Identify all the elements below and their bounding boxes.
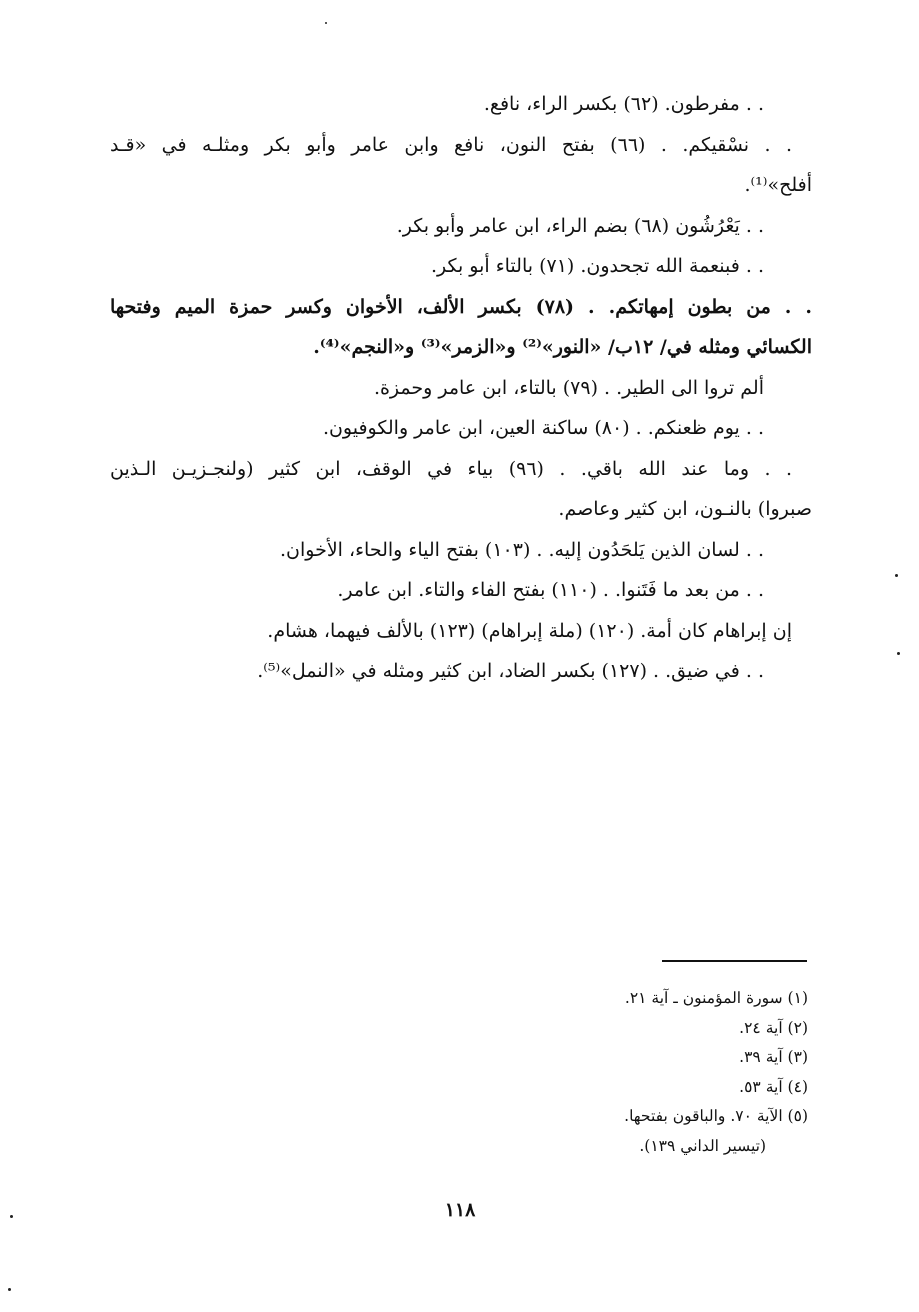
main-text-block <box>110 84 812 692</box>
page-number: ١١٨ <box>444 1199 476 1221</box>
text-line: . . نسْقيكم. . (٦٦) بفتح النون، نافع وابن عامر وأبو بكر ومثلـه في «قـد <box>110 133 793 156</box>
text-line: . . مفرطون. (٦٢) بكسر الراء، نافع. <box>483 93 764 115</box>
text-line: . . من بطون إمهاتكم. . (٧٨) بكسر الألف، الأخوان وكسر حمزة الميم وفتحها <box>110 295 812 318</box>
text-line: صبروا) بالنـون، ابن كثير وعاصم. <box>558 498 812 520</box>
scan-speck <box>895 574 898 577</box>
scan-speck <box>897 652 900 655</box>
footnote: (٤) آية ٥٣. <box>739 1077 808 1096</box>
scan-speck <box>10 1215 13 1218</box>
text-line: . . في ضيق. . (١٢٧) بكسر الضاد، ابن كثير ومثله في «النمل»⁽⁵⁾. <box>257 660 764 682</box>
footnote: (١) سورة المؤمنون ـ آية ٢١. <box>624 989 808 1007</box>
text-line: . . وما عند الله باقي. . (٩٦) بياء في الوقف، ابن كثير (ولنجـزيـن الـذين <box>110 457 792 480</box>
text-line: . . يَعْرُشُون (٦٨) بضم الراء، ابن عامر وأبو بكر. <box>396 214 764 237</box>
text-line: الكسائي ومثله في/ ١٢ب/ «النور»⁽²⁾ و«الزمر»⁽³⁾ و«النجم»⁽⁴⁾. <box>313 336 812 358</box>
text-line: أفلح»⁽¹⁾. <box>744 174 812 196</box>
scan-speck <box>325 22 327 24</box>
footnote: (٥) الآية ٧٠. والباقون بفتحها. <box>624 1107 808 1125</box>
text-line: . . فبنعمة الله تجحدون. (٧١) بالتاء أبو بكر. <box>430 255 764 277</box>
footnotes-block <box>420 984 808 1161</box>
footnote: (٢) آية ٢٤. <box>739 1018 808 1037</box>
text-line: . . لسان الذين يَلحَدُون إليه. . (١٠٣) بفتح الياء والحاء، الأخوان. <box>280 538 764 561</box>
footnote: (تيسير الداني ١٣٩). <box>639 1136 766 1155</box>
footnote-divider <box>662 960 807 962</box>
footnote: (٣) آية ٣٩. <box>739 1048 808 1066</box>
text-line: . . يوم ظعنكم. . (٨٠) ساكنة العين، ابن عامر والكوفيون. <box>322 417 764 439</box>
text-line: ألم تروا الى الطير. . (٧٩) بالتاء، ابن عامر وحمزة. <box>373 376 764 399</box>
scan-speck <box>8 1288 11 1291</box>
text-line: . . من بعد ما فَتَنوا. . (١١٠) بفتح الفاء والتاء. ابن عامر. <box>337 579 764 601</box>
text-line: إن إبراهام كان أمة. (١٢٠) (ملة إبراهام) (١٢٣) بالألف فيهما، هشام. <box>267 619 792 642</box>
